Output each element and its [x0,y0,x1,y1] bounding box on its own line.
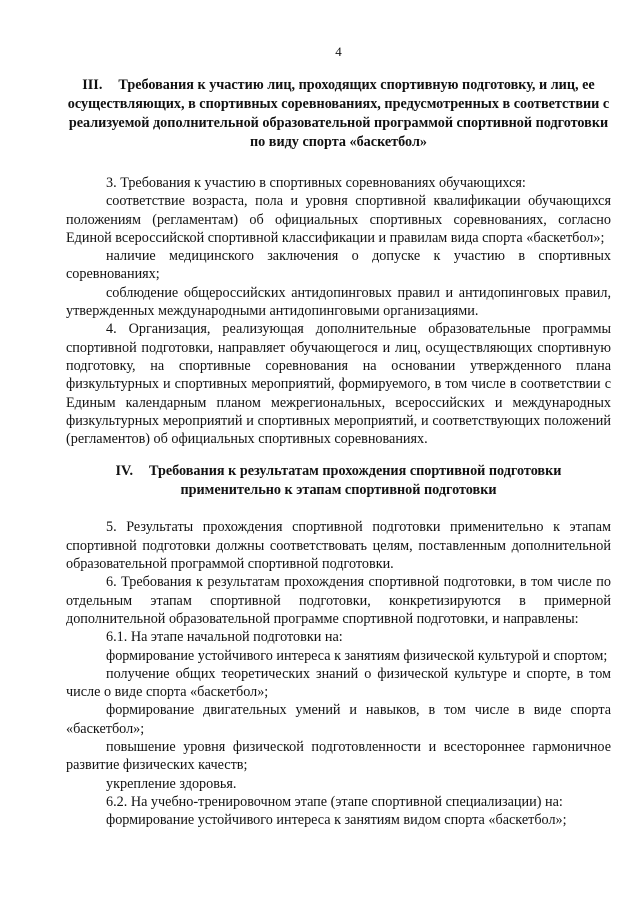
section-4-number: IV. [115,463,134,480]
paragraph-3-item-3: соблюдение общероссийских антидопинговых правил и антидопинговых правил, утвержденных международными антидопинговыми организациями. [66,284,611,320]
paragraph-6-1: 6.1. На этапе начальной подготовки на: [106,629,343,646]
paragraph-3: 3. Требования к участию в спортивных соревнованиях обучающихся: [106,175,526,191]
section-4-heading [66,462,611,500]
section-4-title: Требования к результатам прохождения спортивной подготовки применительно к этапам спортивной подготовки [149,463,562,499]
paragraph-6-1-item-1: формирование устойчивого интереса к занятиям физической культурой и спортом; [106,647,608,664]
paragraph-4: 4. Организация, реализующая дополнительные образовательные программы спортивной подготовки, направляет обучающегося и лиц, осуществляющих спортивную подготовку, на спортивные соревнования на основании утвержденного плана физкультурных и спортивных мероприятий, формируемого, в том числе в соответствии с Единым календарным планом межрегиональных, всероссийских и международных физкультурных мероприятий и спортивных мероприятий, и соответствующих положений (регламентов) об официальных спортивных соревнованиях. [66,321,611,448]
paragraph-5: 5. Результаты прохождения спортивной подготовки применительно к этапам спортивной подготовки должны соответствовать целям, поставленным дополнительной образовательной программой спортивной подготовки. [66,519,611,573]
section-3-heading [66,76,611,152]
paragraph-6-1-item-2: получение общих теоретических знаний о физической культуре и спорте, в том числе о виде спорта «баскетбол»; [66,665,611,701]
paragraph-6: 6. Требования к результатам прохождения спортивной подготовки, в том числе по отдельным этапам спортивной подготовки, конкретизируются в примерной дополнительной образовательной программе спортивной подготовки, и направлены: [66,574,611,627]
section-3-title: Требования к участию лиц, проходящих спортивную подготовку, и лиц, ее осуществляющих, в спортивных соревнованиях, предусмотренных в соответствии с реализуемой дополнительной образовательной программой спортивной подготовки по виду спорта «баскетбол» [67,77,610,150]
document-page [66,44,611,830]
paragraph-6-1-item-5: укрепление здоровья. [106,775,237,792]
page-number: 4 [335,44,342,59]
paragraph-6-1-item-3: формирование двигательных умений и навыков, в том числе в виде спорта «баскетбол»; [66,702,611,737]
paragraph-6-2: 6.2. На учебно-тренировочном этапе (этапе спортивной специализации) на: [106,793,563,810]
paragraph-6-1-item-4: повышение уровня физической подготовленности и всестороннее гармоничное развитие физических качеств; [66,739,611,774]
paragraph-6-2-item-1: формирование устойчивого интереса к занятиям видом спорта «баскетбол»; [106,812,567,829]
section-3-number: III. [82,77,103,93]
paragraph-3-item-2: наличие медицинского заключения о допуске к участию в спортивных соревнованиях; [66,248,611,283]
paragraph-3-item-1: соответствие возраста, пола и уровня спортивной квалификации обучающихся положениям (регламентам) об официальных спортивных соревнованиях, согласно Единой всероссийской спортивной классификации и правилам вида спорта «баскетбол»; [66,193,611,246]
